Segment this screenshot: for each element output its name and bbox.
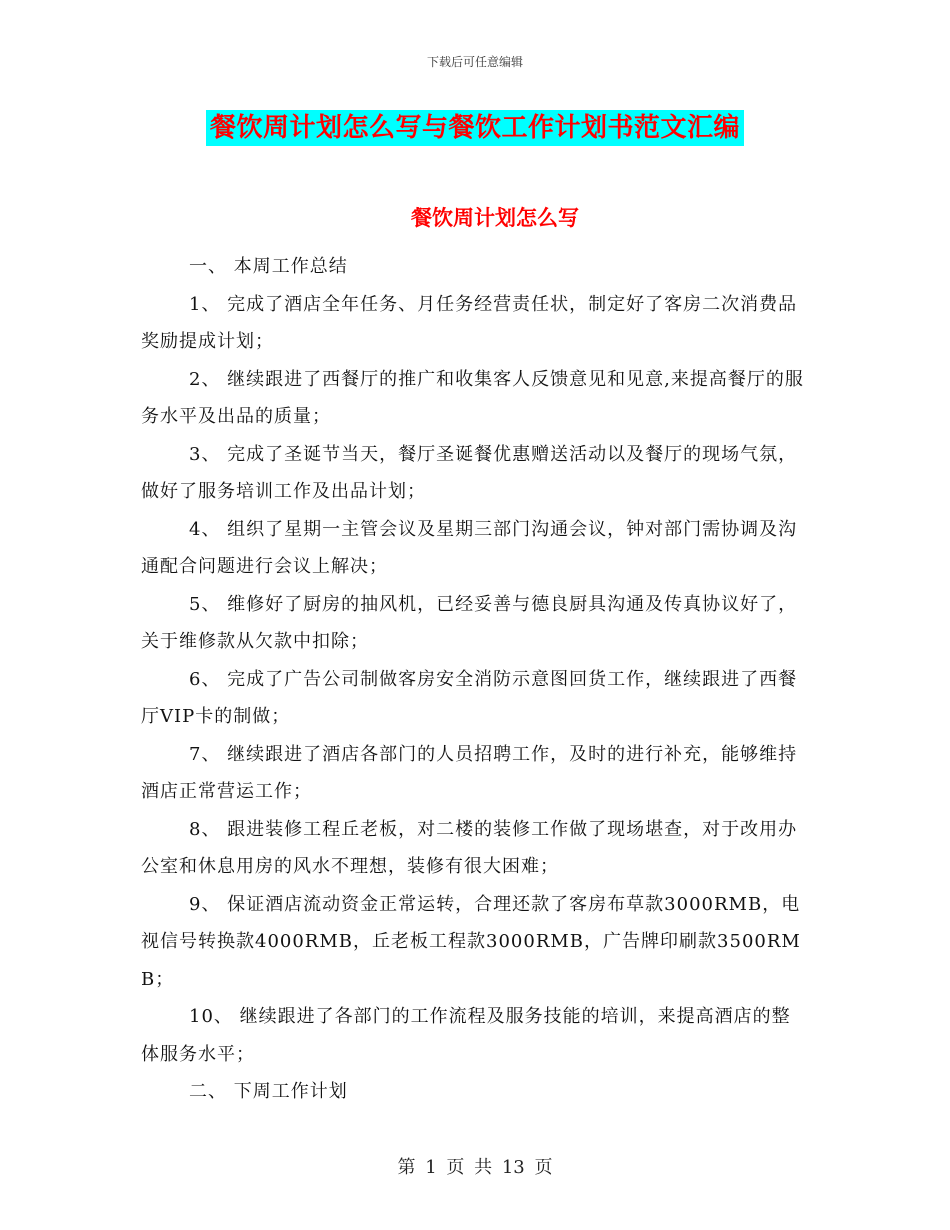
paragraph-item-1: 1、 完成了酒店全年任务、月任务经营责任状，制定好了客房二次消费品奖励提成计划； [141,293,798,352]
section-heading-2: 二、 下周工作计划 [189,1081,348,1102]
body-text [141,248,807,1111]
paragraph-item-4: 4、 组织了星期一主管会议及星期三部门沟通会议，钟对部门需协调及沟通配合问题进行会议上解决； [141,518,798,577]
page-header: 下载后可任意编辑 [426,55,523,69]
document-title: 餐饮周计划怎么写与餐饮工作计划书范文汇编 [206,110,744,146]
paragraph-item-8: 8、 跟进装修工程丘老板，对二楼的装修工作做了现场堪查，对于改用办公室和休息用房的风水不理想，装修有很大困难； [141,818,798,877]
title-container [0,110,950,146]
paragraph-item-7: 7、 继续跟进了酒店各部门的人员招聘工作，及时的进行补充，能够维持酒店正常营运工作； [141,743,798,802]
section-heading-1: 一、 本周工作总结 [189,256,348,277]
paragraph-item-5: 5、 维修好了厨房的抽风机，已经妥善与德良厨具沟通及传真协议好了，关于维修款从欠款中扣除； [141,593,798,652]
paragraph-item-9: 9、 保证酒店流动资金正常运转，合理还款了客房布草款3000RMB，电视信号转换款4000RMB，丘老板工程款3000RMB，广告牌印刷款3500RMB； [141,893,801,990]
page-footer: 第 1 页 共 13 页 [397,1157,553,1178]
paragraph-item-6: 6、 完成了广告公司制做客房安全消防示意图回货工作，继续跟进了西餐厅VIP卡的制做； [141,668,798,727]
paragraph-item-3: 3、 完成了圣诞节当天，餐厅圣诞餐优惠赠送活动以及餐厅的现场气氛，做好了服务培训工作及出品计划； [141,443,798,502]
paragraph-item-10: 10、 继续跟进了各部门的工作流程及服务技能的培训，来提高酒店的整体服务水平； [141,1006,791,1065]
section-title: 餐饮周计划怎么写 [411,206,579,230]
paragraph-item-2: 2、 继续跟进了西餐厅的推广和收集客人反馈意见和见意,来提高餐厅的服务水平及出品的质量； [141,368,804,427]
